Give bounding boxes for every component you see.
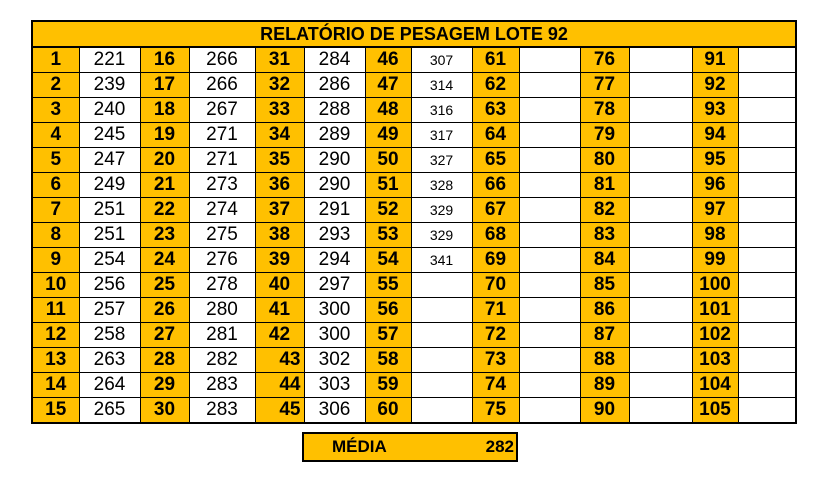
entry-weight: 294 — [304, 248, 365, 273]
entry-weight — [411, 273, 472, 298]
entry-weight — [411, 348, 472, 373]
entry-number: 58 — [365, 348, 411, 373]
entry-weight — [629, 248, 692, 273]
entry-number: 48 — [365, 98, 411, 123]
entry-weight: 297 — [304, 273, 365, 298]
table-row — [32, 98, 796, 123]
table-row — [32, 198, 796, 223]
entry-weight — [738, 98, 796, 123]
entry-number: 24 — [140, 248, 189, 273]
table-row — [32, 273, 796, 298]
entry-weight — [629, 148, 692, 173]
entry-number: 26 — [140, 298, 189, 323]
entry-weight — [629, 173, 692, 198]
entry-weight: 290 — [304, 173, 365, 198]
entry-number: 71 — [472, 298, 519, 323]
entry-weight: 240 — [79, 98, 140, 123]
entry-weight — [738, 148, 796, 173]
entry-number: 45 — [255, 398, 304, 424]
entry-weight: 328 — [411, 173, 472, 198]
entry-weight: 317 — [411, 123, 472, 148]
entry-weight: 251 — [79, 223, 140, 248]
table-row — [32, 248, 796, 273]
entry-number: 42 — [255, 323, 304, 348]
entry-number: 50 — [365, 148, 411, 173]
average-box — [302, 432, 518, 462]
entry-number: 69 — [472, 248, 519, 273]
entry-number: 102 — [692, 323, 738, 348]
entry-weight: 314 — [411, 73, 472, 98]
entry-number: 32 — [255, 73, 304, 98]
entry-number: 78 — [580, 98, 629, 123]
entry-weight — [738, 323, 796, 348]
entry-weight: 271 — [189, 148, 255, 173]
entry-number: 15 — [32, 398, 79, 424]
entry-weight: 221 — [79, 47, 140, 73]
entry-weight: 239 — [79, 73, 140, 98]
entry-number: 2 — [32, 73, 79, 98]
entry-weight: 278 — [189, 273, 255, 298]
entry-number: 17 — [140, 73, 189, 98]
entry-weight: 276 — [189, 248, 255, 273]
entry-number: 57 — [365, 323, 411, 348]
entry-weight: 290 — [304, 148, 365, 173]
entry-number: 37 — [255, 198, 304, 223]
entry-weight: 286 — [304, 73, 365, 98]
entry-weight: 316 — [411, 98, 472, 123]
entry-number: 56 — [365, 298, 411, 323]
entry-weight: 280 — [189, 298, 255, 323]
entry-number: 62 — [472, 73, 519, 98]
entry-weight: 283 — [189, 398, 255, 424]
entry-number: 16 — [140, 47, 189, 73]
entry-weight — [629, 323, 692, 348]
entry-number: 3 — [32, 98, 79, 123]
entry-number: 19 — [140, 123, 189, 148]
entry-number: 23 — [140, 223, 189, 248]
entry-number: 94 — [692, 123, 738, 148]
title-row — [32, 21, 796, 47]
entry-weight: 303 — [304, 373, 365, 398]
entry-number: 27 — [140, 323, 189, 348]
entry-number: 40 — [255, 273, 304, 298]
entry-weight: 281 — [189, 323, 255, 348]
report-title: RELATÓRIO DE PESAGEM LOTE 92 — [32, 21, 796, 47]
entry-weight: 329 — [411, 223, 472, 248]
entry-number: 21 — [140, 173, 189, 198]
table-row — [32, 348, 796, 373]
entry-weight: 289 — [304, 123, 365, 148]
entry-number: 84 — [580, 248, 629, 273]
table-row — [32, 148, 796, 173]
entry-number: 20 — [140, 148, 189, 173]
entry-weight: 251 — [79, 198, 140, 223]
entry-number: 64 — [472, 123, 519, 148]
entry-number: 100 — [692, 273, 738, 298]
entry-number: 95 — [692, 148, 738, 173]
entry-weight — [519, 98, 580, 123]
entry-number: 76 — [580, 47, 629, 73]
entry-number: 91 — [692, 47, 738, 73]
entry-number: 93 — [692, 98, 738, 123]
average-value: 282 — [485, 437, 514, 456]
entry-number: 43 — [255, 348, 304, 373]
entry-weight: 256 — [79, 273, 140, 298]
entry-number: 79 — [580, 123, 629, 148]
entry-number: 72 — [472, 323, 519, 348]
entry-number: 13 — [32, 348, 79, 373]
entry-number: 53 — [365, 223, 411, 248]
entry-weight — [738, 348, 796, 373]
entry-weight — [629, 198, 692, 223]
entry-number: 9 — [32, 248, 79, 273]
entry-weight: 271 — [189, 123, 255, 148]
entry-number: 66 — [472, 173, 519, 198]
entry-number: 68 — [472, 223, 519, 248]
entry-number: 80 — [580, 148, 629, 173]
entry-weight — [629, 298, 692, 323]
entry-weight — [519, 223, 580, 248]
entry-number: 99 — [692, 248, 738, 273]
entry-number: 7 — [32, 198, 79, 223]
entry-number: 33 — [255, 98, 304, 123]
entry-number: 101 — [692, 298, 738, 323]
table-row — [32, 323, 796, 348]
entry-number: 14 — [32, 373, 79, 398]
entry-weight — [738, 373, 796, 398]
entry-number: 98 — [692, 223, 738, 248]
entry-number: 28 — [140, 348, 189, 373]
table-row — [32, 73, 796, 98]
entry-weight — [519, 148, 580, 173]
entry-weight — [519, 298, 580, 323]
entry-weight — [411, 323, 472, 348]
entry-weight — [519, 273, 580, 298]
entry-number: 5 — [32, 148, 79, 173]
table-row — [32, 223, 796, 248]
entry-number: 49 — [365, 123, 411, 148]
entry-weight: 302 — [304, 348, 365, 373]
entry-number: 89 — [580, 373, 629, 398]
entry-weight — [411, 298, 472, 323]
entry-number: 38 — [255, 223, 304, 248]
entry-number: 96 — [692, 173, 738, 198]
average-label: MÉDIA — [332, 437, 387, 456]
entry-number: 54 — [365, 248, 411, 273]
entry-weight: 247 — [79, 148, 140, 173]
entry-weight: 282 — [189, 348, 255, 373]
entry-weight: 293 — [304, 223, 365, 248]
entry-number: 6 — [32, 173, 79, 198]
entry-number: 10 — [32, 273, 79, 298]
entry-number: 35 — [255, 148, 304, 173]
entry-number: 25 — [140, 273, 189, 298]
entry-weight — [629, 98, 692, 123]
entry-weight: 275 — [189, 223, 255, 248]
entry-weight — [629, 273, 692, 298]
entry-number: 87 — [580, 323, 629, 348]
entry-weight — [519, 248, 580, 273]
entry-number: 52 — [365, 198, 411, 223]
entry-weight — [519, 47, 580, 73]
entry-number: 74 — [472, 373, 519, 398]
entry-number: 39 — [255, 248, 304, 273]
entry-weight: 283 — [189, 373, 255, 398]
entry-number: 11 — [32, 298, 79, 323]
table-row — [32, 173, 796, 198]
table-row — [32, 47, 796, 73]
entry-weight — [411, 373, 472, 398]
entry-number: 1 — [32, 47, 79, 73]
entry-weight: 264 — [79, 373, 140, 398]
entry-number: 61 — [472, 47, 519, 73]
entry-number: 73 — [472, 348, 519, 373]
entry-weight: 284 — [304, 47, 365, 73]
entry-weight: 266 — [189, 47, 255, 73]
entry-weight: 249 — [79, 173, 140, 198]
entry-weight — [738, 223, 796, 248]
entry-weight: 273 — [189, 173, 255, 198]
entry-number: 105 — [692, 398, 738, 424]
entry-weight — [519, 398, 580, 424]
entry-weight: 307 — [411, 47, 472, 73]
entry-number: 29 — [140, 373, 189, 398]
entry-weight — [519, 373, 580, 398]
entry-weight — [629, 73, 692, 98]
entry-number: 4 — [32, 123, 79, 148]
entry-number: 59 — [365, 373, 411, 398]
entry-weight — [411, 398, 472, 424]
entry-weight — [738, 298, 796, 323]
entry-number: 51 — [365, 173, 411, 198]
entry-number: 47 — [365, 73, 411, 98]
table-row — [32, 373, 796, 398]
entry-weight — [738, 248, 796, 273]
entry-weight — [629, 223, 692, 248]
entry-weight — [629, 123, 692, 148]
entry-weight: 327 — [411, 148, 472, 173]
entry-weight — [519, 348, 580, 373]
entry-number: 82 — [580, 198, 629, 223]
entry-number: 75 — [472, 398, 519, 424]
entry-weight: 306 — [304, 398, 365, 424]
entry-weight — [629, 348, 692, 373]
entry-weight — [738, 47, 796, 73]
entry-number: 85 — [580, 273, 629, 298]
entry-weight — [738, 398, 796, 424]
table-row — [32, 298, 796, 323]
entry-weight: 265 — [79, 398, 140, 424]
entry-number: 36 — [255, 173, 304, 198]
entry-number: 34 — [255, 123, 304, 148]
entry-weight: 266 — [189, 73, 255, 98]
entry-weight — [738, 173, 796, 198]
entry-number: 83 — [580, 223, 629, 248]
entry-number: 88 — [580, 348, 629, 373]
entry-number: 65 — [472, 148, 519, 173]
entry-weight — [738, 73, 796, 98]
entry-weight: 329 — [411, 198, 472, 223]
entry-weight: 300 — [304, 298, 365, 323]
entry-weight — [629, 398, 692, 424]
entry-weight — [738, 123, 796, 148]
entry-weight — [519, 173, 580, 198]
entry-weight — [738, 273, 796, 298]
entry-number: 63 — [472, 98, 519, 123]
table-row — [32, 123, 796, 148]
entry-number: 22 — [140, 198, 189, 223]
entry-weight: 254 — [79, 248, 140, 273]
weighing-report-table — [31, 20, 797, 424]
entry-number: 70 — [472, 273, 519, 298]
entry-number: 41 — [255, 298, 304, 323]
entry-number: 104 — [692, 373, 738, 398]
entry-number: 30 — [140, 398, 189, 424]
entry-weight: 274 — [189, 198, 255, 223]
entry-number: 60 — [365, 398, 411, 424]
entry-number: 86 — [580, 298, 629, 323]
entry-number: 90 — [580, 398, 629, 424]
entry-weight — [629, 47, 692, 73]
entry-weight: 267 — [189, 98, 255, 123]
entry-number: 18 — [140, 98, 189, 123]
entry-number: 12 — [32, 323, 79, 348]
entry-number: 46 — [365, 47, 411, 73]
entry-number: 8 — [32, 223, 79, 248]
entry-weight: 291 — [304, 198, 365, 223]
entry-number: 81 — [580, 173, 629, 198]
entry-number: 103 — [692, 348, 738, 373]
entry-number: 67 — [472, 198, 519, 223]
entry-weight — [738, 198, 796, 223]
entry-weight: 288 — [304, 98, 365, 123]
entry-number: 31 — [255, 47, 304, 73]
entry-number: 44 — [255, 373, 304, 398]
entry-number: 55 — [365, 273, 411, 298]
entry-number: 92 — [692, 73, 738, 98]
entry-weight: 258 — [79, 323, 140, 348]
entry-weight: 245 — [79, 123, 140, 148]
entry-weight — [519, 198, 580, 223]
entry-number: 97 — [692, 198, 738, 223]
entry-weight — [629, 373, 692, 398]
entry-weight: 341 — [411, 248, 472, 273]
table-row — [32, 398, 796, 424]
entry-weight: 263 — [79, 348, 140, 373]
entry-weight — [519, 73, 580, 98]
entry-number: 77 — [580, 73, 629, 98]
entry-weight: 300 — [304, 323, 365, 348]
entry-weight — [519, 123, 580, 148]
entry-weight — [519, 323, 580, 348]
entry-weight: 257 — [79, 298, 140, 323]
